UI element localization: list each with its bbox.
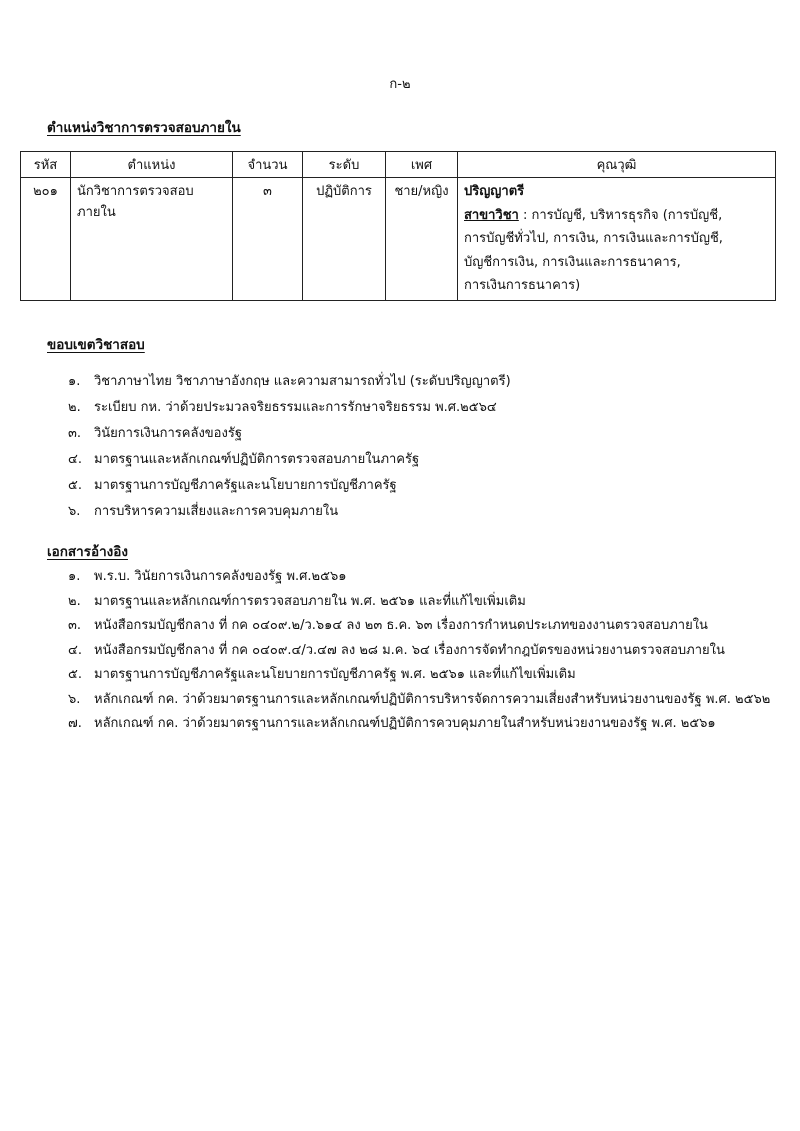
qualification-field-text-1: : การบัญชี, บริหารธุรกิจ (การบัญชี, [522, 207, 723, 223]
list-item-number: ๕. [68, 667, 82, 682]
list-item-number: ๓. [68, 618, 82, 633]
list-item [68, 396, 788, 422]
page-number: ก-๒ [389, 77, 411, 92]
list-item [68, 500, 788, 526]
list-item [68, 590, 788, 615]
list-item-number: ๖. [68, 691, 81, 707]
qualification-field-line-2: การบัญชีทั่วไป, การเงิน, การเงินและการบัญชี, [464, 231, 723, 246]
list-item [68, 688, 788, 713]
list-item-text: พ.ร.บ. วินัยการเงินการคลังของรัฐ พ.ศ.๒๕๖๑ [94, 569, 347, 584]
cell-qualification [458, 178, 776, 301]
list-item-number: ๖. [68, 504, 81, 519]
list-item-text: วิชาภาษาไทย วิชาภาษาอังกฤษ และความสามารถทั่วไป (ระดับปริญญาตรี) [94, 374, 511, 389]
list-item-text: มาตรฐานการบัญชีภาครัฐและนโยบายการบัญชีภาครัฐ พ.ศ. ๒๕๖๑ และที่แก้ไขเพิ่มเติม [94, 667, 576, 682]
list-item-number: ๕. [68, 478, 82, 493]
position-table [20, 151, 776, 301]
list-item-number: ๗. [68, 716, 82, 731]
header-gender: เพศ [386, 152, 458, 178]
list-item [68, 422, 788, 448]
qualification-field-line-3: บัญชีการเงิน, การเงินและการธนาคาร, [464, 254, 681, 270]
scope-heading: ขอบเขตวิชาสอบ [47, 337, 145, 353]
cell-level: ปฏิบัติการ [303, 178, 386, 301]
list-item [68, 565, 788, 590]
list-item [68, 663, 788, 688]
cell-position: นักวิชาการตรวจสอบภายใน [71, 178, 233, 301]
list-item [68, 614, 788, 639]
table-row [21, 178, 776, 301]
list-item-text: หนังสือกรมบัญชีกลาง ที่ กค ๐๔๐๙.๔/ว.๔๗ ลง ๒๘ ม.ค. ๖๔ เรื่องการจัดทำกฎบัตรของหน่วยงานตรวจสอบภายใน [94, 642, 725, 658]
list-item-number: ๑. [68, 569, 81, 584]
list-item-number: ๔. [68, 452, 82, 467]
qualification-field-line-1 [464, 204, 769, 228]
list-item-number: ๒. [68, 400, 81, 415]
list-item-text: หนังสือกรมบัญชีกลาง ที่ กค ๐๔๐๙.๒/ว.๖๑๔ ลง ๒๓ ธ.ค. ๖๓ เรื่องการกำหนดประเภทของงานตรวจสอบภายใน [94, 618, 708, 633]
header-level: ระดับ [303, 152, 386, 178]
list-item [68, 639, 788, 664]
scope-list [68, 370, 788, 526]
list-item-text: มาตรฐานการบัญชีภาครัฐและนโยบายการบัญชีภาครัฐ [94, 478, 397, 493]
cell-gender: ชาย/หญิง [386, 178, 458, 301]
list-item-text: หลักเกณฑ์ กค. ว่าด้วยมาตรฐานการและหลักเกณฑ์ปฏิบัติการบริหารจัดการความเสี่ยงสำหรับหน่วยงานของรัฐ พ.ศ. ๒๕๖๒ [94, 691, 771, 707]
qualification-degree: ปริญญาตรี [464, 184, 525, 199]
list-item [68, 370, 788, 396]
list-item [68, 448, 788, 474]
list-item-text: การบริหารความเสี่ยงและการควบคุมภายใน [94, 504, 339, 519]
refs-heading: เอกสารอ้างอิง [47, 544, 128, 560]
list-item-text: มาตรฐานและหลักเกณฑ์ปฏิบัติการตรวจสอบภายในภาครัฐ [94, 452, 420, 467]
list-item-text: หลักเกณฑ์ กค. ว่าด้วยมาตรฐานการและหลักเกณฑ์ปฏิบัติการควบคุมภายในสำหรับหน่วยงานของรัฐ พ.ศ. ๒๕๖๑ [94, 716, 716, 731]
list-item-number: ๑. [68, 374, 81, 389]
list-item-number: ๒. [68, 593, 81, 609]
cell-code: ๒๐๑ [21, 178, 71, 301]
header-position: ตำแหน่ง [71, 152, 233, 178]
qualification-field-label: สาขาวิชา [464, 207, 519, 223]
list-item-text: ระเบียบ กห. ว่าด้วยประมวลจริยธรรมและการรักษาจริยธรรม พ.ศ.๒๕๖๔ [94, 400, 497, 415]
list-item-text: วินัยการเงินการคลังของรัฐ [94, 426, 242, 441]
list-item [68, 474, 788, 500]
table-header-row [21, 152, 776, 178]
list-item-number: ๔. [68, 642, 82, 658]
position-heading: ตำแหน่งวิชาการตรวจสอบภายใน [47, 120, 241, 136]
header-qualification: คุณวุฒิ [458, 152, 776, 178]
qualification-field-line-4: การเงินการธนาคาร) [464, 278, 581, 293]
cell-count: ๓ [233, 178, 303, 301]
list-item-text: มาตรฐานและหลักเกณฑ์การตรวจสอบภายใน พ.ศ. ๒๕๖๑ และที่แก้ไขเพิ่มเติม [94, 593, 526, 609]
list-item-number: ๓. [68, 426, 82, 441]
list-item [68, 712, 788, 737]
refs-list [68, 565, 788, 737]
header-count: จำนวน [233, 152, 303, 178]
header-code: รหัส [21, 152, 71, 178]
